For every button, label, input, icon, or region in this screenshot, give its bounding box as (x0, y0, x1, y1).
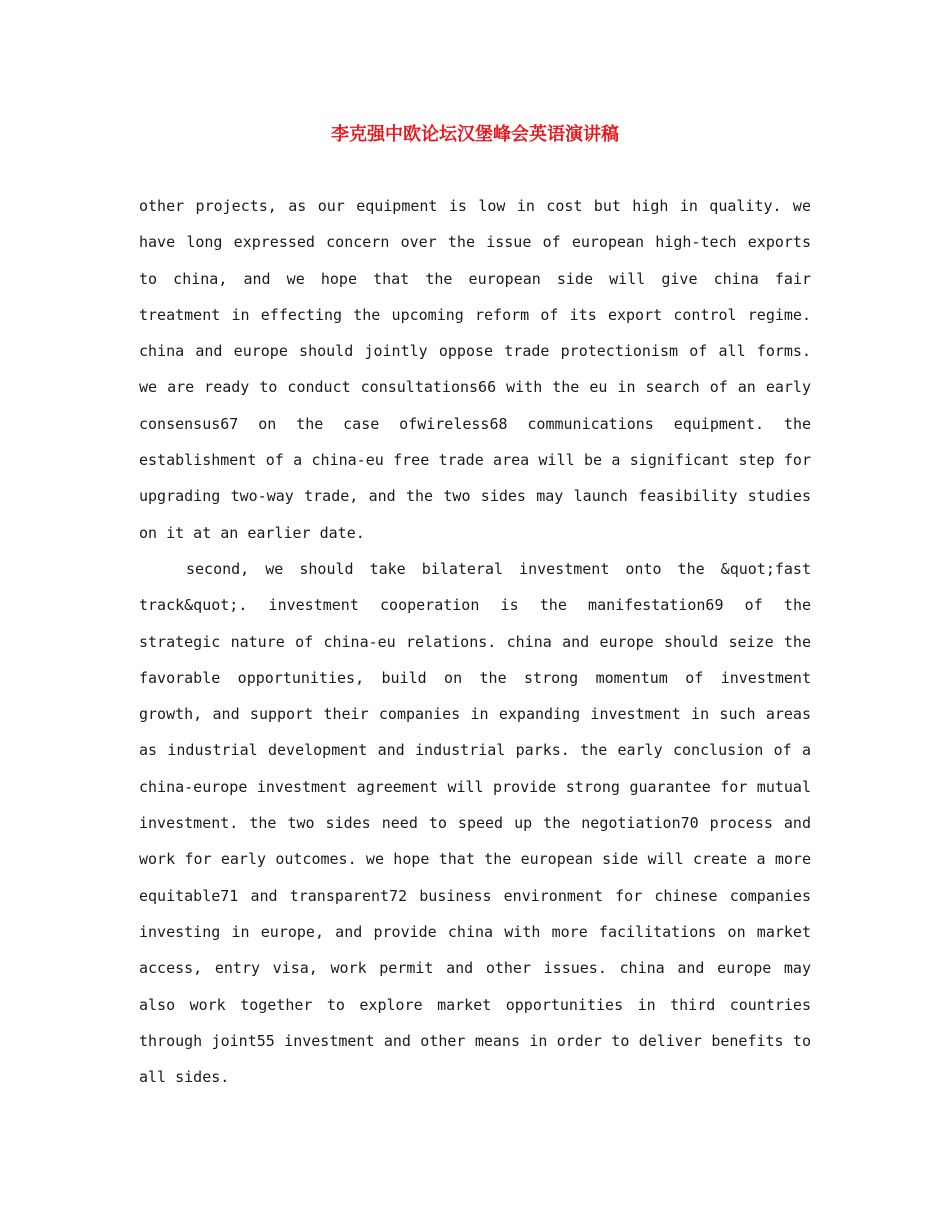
document-body (139, 188, 811, 1095)
document-title: 李克强中欧论坛汉堡峰会英语演讲稿 (331, 124, 619, 145)
paragraph-2: second, we should take bilateral investment onto the &quot;fast track&quot;. investment cooperation is the manifestation69 of the strategic nature of china-eu relations. china and europe should seize the favorable opportunities, build on the strong momentum of investment growth, and support their companies in expanding investment in such areas as industrial development and industrial parks. the early conclusion of a china-europe investment agreement will provide strong guarantee for mutual investment. the two sides need to speed up the negotiation70 process and work for early outcomes. we hope that the european side will create a more equitable71 and transparent72 business environment for chinese companies investing in europe, and provide china with more facilitations on market access, entry visa, work permit and other issues. china and europe may also work together to explore market opportunities in third countries through joint55 investment and other means in order to deliver benefits to all sides. (139, 559, 811, 1087)
paragraph-1: other projects, as our equipment is low in cost but high in quality. we have long expressed concern over the issue of european high-tech exports to china, and we hope that the european side will give china fair treatment in effecting the upcoming reform of its export control regime. china and europe should jointly oppose trade protectionism of all forms. we are ready to conduct consultations66 with the eu in search of an early consensus67 on the case ofwireless68 communications equipment. the establishment of a china-eu free trade area will be a significant step for upgrading two-way trade, and the two sides may launch feasibility studies on it at an earlier date. (139, 197, 811, 542)
